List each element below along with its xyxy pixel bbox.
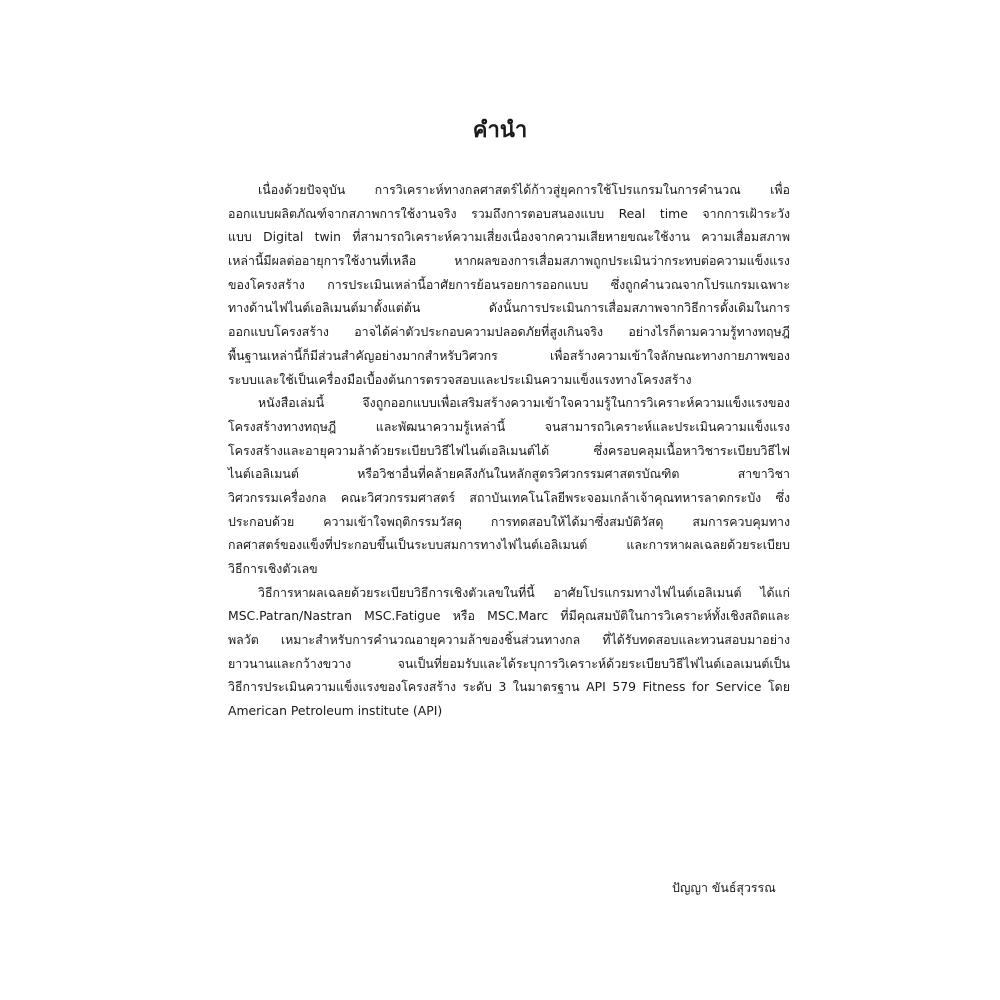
paragraph-line: ทางด้านไฟไนต์เอลิเมนต์มาตั้งแต่ต้น ดังนั้นการประเมินการเสื่อมสภาพจากวิธีการดั้งเดิมในการ xyxy=(228,300,790,316)
paragraph-line: วิศวกรรมเครื่องกล คณะวิศวกรรมศาสตร์ สถาบันเทคโนโลยีพระจอมเกล้าเจ้าคุณทหารลาดกระบัง ซึ่ง xyxy=(228,489,790,505)
paragraph-line: ออกแบบผลิตภัณฑ์จากสภาพการใช้งานจริง รวมถึงการตอบสนองแบบ Real time จากการเฝ้าระวัง xyxy=(228,205,790,221)
paragraph-line: American Petroleum institute (API) xyxy=(228,703,443,719)
paragraph-line: พื้นฐานเหล่านี้ก็มีส่วนสำคัญอย่างมากสำหรับวิศวกร เพื่อสร้างความเข้าใจลักษณะทางกายภาพของ xyxy=(228,347,790,363)
paragraph-line: ประกอบด้วย ความเข้าใจพฤติกรรมวัสดุ การทดสอบให้ได้มาซึ่งสมบัติวัสดุ สมการควบคุมทาง xyxy=(228,513,790,529)
paragraph-line: วิธีการหาผลเฉลยด้วยระเบียบวิธีการเชิงตัวเลขในที่นี้ อาศัยโปรแกรมทางไฟไนต์เอลิเมนต์ ได้แก่ xyxy=(258,584,790,600)
paragraph-line: เหล่านี้มีผลต่ออายุการใช้งานที่เหลือ หากผลของการเสื่อมสภาพถูกประเมินว่ากระทบต่อความแข็งแรง xyxy=(228,253,790,269)
paragraph-line: ไนต์เอลิเมนต์ หรือวิชาอื่นที่คล้ายคลึงกันในหลักสูตรวิศวกรรมศาสตรบัณฑิต สาขาวิชา xyxy=(228,466,790,482)
paragraph-3 xyxy=(228,581,790,723)
paragraph-1 xyxy=(228,178,790,391)
paragraph-line: หนังสือเล่มนี้ จึงถูกออกแบบเพื่อเสริมสร้างความเข้าใจความรู้ในการวิเคราะห์ความแข็งแรงของ xyxy=(258,395,790,411)
paragraph-line: โครงสร้างทางทฤษฎี และพัฒนาความรู้เหล่านี้ จนสามารถวิเคราะห์และประเมินความแข็งแรง xyxy=(228,418,790,434)
paragraph-line: เนื่องด้วยปัจจุบัน การวิเคราะห์ทางกลศาสตร์ได้ก้าวสู่ยุคการใช้โปรแกรมในการคำนวณ เพื่อ xyxy=(258,182,790,197)
paragraph-line: แบบ Digital twin ที่สามารถวิเคราะห์ความเสี่ยงเนื่องจากความเสียหายขณะใช้งาน ความเสื่อมสภาพ xyxy=(228,229,790,245)
paragraph-line: ออกแบบโครงสร้าง อาจได้ค่าตัวประกอบความปลอดภัยที่สูงเกินจริง อย่างไรก็ตามความรู้ทางทฤษฎี xyxy=(228,324,790,340)
paragraph-line: พลวัต เหมาะสำหรับการคำนวณอายุความล้าของชิ้นส่วนทางกล ที่ได้รับทดสอบและทวนสอบมาอย่าง xyxy=(228,632,790,648)
paragraph-line: ของโครงสร้าง การประเมินเหล่านี้อาศัยการย้อนรอยการออกแบบ ซึ่งถูกคำนวณจากโปรแกรมเฉพาะ xyxy=(228,276,790,292)
paragraph-line: MSC.Patran/Nastran MSC.Fatigue หรือ MSC.Marc ที่มีคุณสมบัติในการวิเคราะห์ทั้งเชิงสถิตและ xyxy=(228,608,790,624)
paragraph-2 xyxy=(228,391,790,581)
author-signature: ปัญญา ขันธ์สุวรรณ xyxy=(672,880,776,895)
paragraph-line: กลศาสตร์ของแข็งที่ประกอบขึ้นเป็นระบบสมการทางไฟไนต์เอลิเมนต์ และการหาผลเฉลยด้วยระเบียบ xyxy=(228,537,790,553)
paragraph-line: ระบบและใช้เป็นเครื่องมือเบื้องต้นการตรวจสอบและประเมินความแข็งแรงทางโครงสร้าง xyxy=(228,371,692,387)
paragraph-line: วิธีการประเมินความแข็งแรงของโครงสร้าง ระดับ 3 ในมาตรฐาน API 579 Fitness for Service โดย xyxy=(228,679,790,695)
paragraph-line: ยาวนานและกว้างขวาง จนเป็นที่ยอมรับและได้ระบุการวิเคราะห์ด้วยระเบียบวิธีไฟไนต์เอลเมนต์เป็น xyxy=(228,655,790,671)
paragraph-line: วิธีการเชิงตัวเลข xyxy=(228,561,318,576)
page-title: คำนำ xyxy=(472,118,528,143)
body-text xyxy=(228,178,790,723)
paragraph-line: โครงสร้างและอายุความล้าด้วยระเบียบวิธีไฟไนต์เอลิเมนต์ได้ ซึ่งครอบคลุมเนื้อหาวิชาระเบียบวิธีไฟ xyxy=(228,442,790,458)
